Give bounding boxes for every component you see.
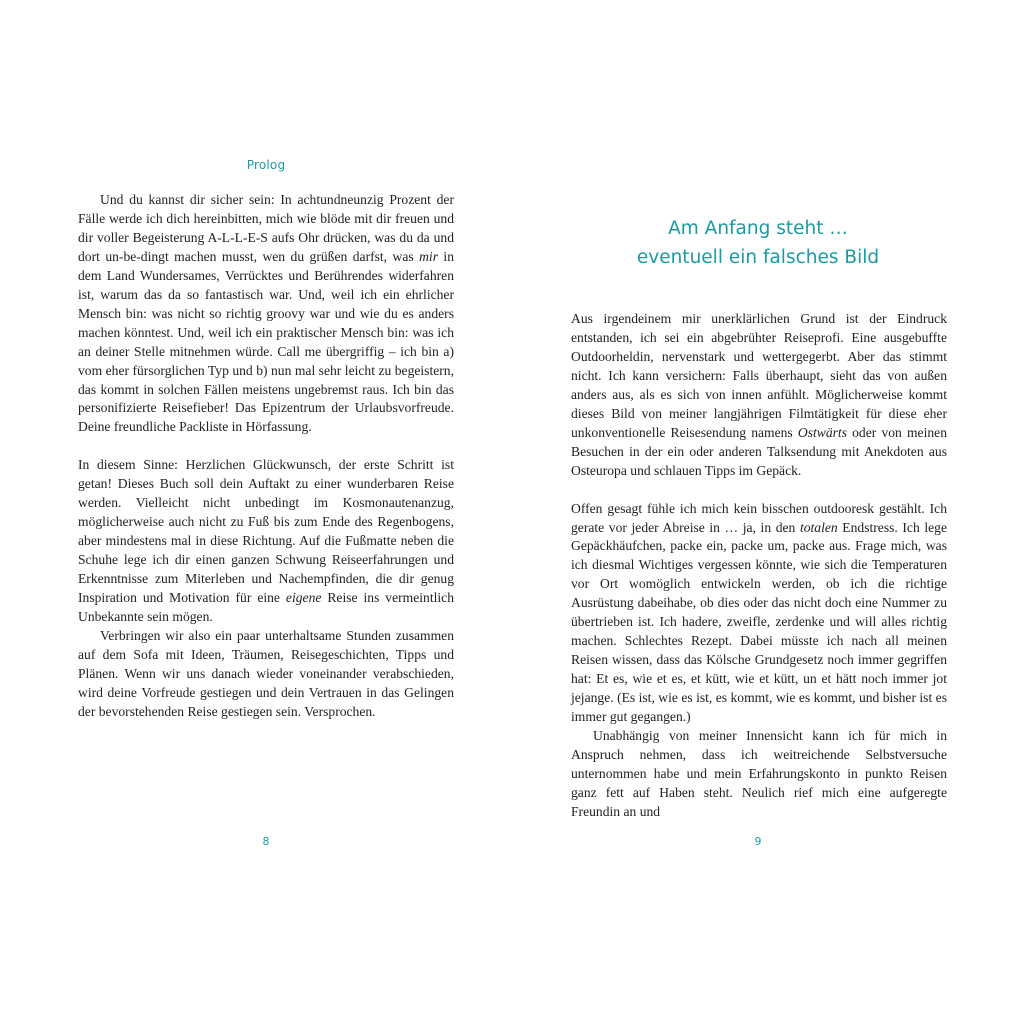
paragraph: Offen gesagt fühle ich mich kein bisschen outdooresk gestählt. Ich gerate vor jeder Abreise in … ja, in den totalen Endstress. Ich lege Gepäckhäufchen, packe ein, packe um, packe aus. Frage mich, was ich diesmal Wichtiges vergessen könnte, wie sich die Temperaturen vor Ort womöglich entwickeln werden, ob ich die richtige Ausrüstung dabeihabe, ob dies oder das nicht doch eine Nummer zu übertrieben ist. Ich hadere, zweifle, zerdenke und will alles richtig machen. Schlechtes Rezept. Dabei müsste ich nach all meinen Reisen wissen, dass das Kölsche Grundgesetz noch immer gegriffen hat: Et es, wie et es, et kütt, wie et kütt, un et hätt noch immer jot jejange. (Es ist, wie es ist, es kommt, wie es kommt, und bisher ist es immer gut gegangen.) bbox=[571, 500, 947, 725]
emphasis: totalen bbox=[799, 519, 838, 535]
emphasis: eigene bbox=[285, 590, 322, 606]
paragraph: In diesem Sinne: Herzlichen Glückwunsch, der erste Schritt ist getan! Dieses Buch soll dein Auftakt zu einer wunderbaren Reise werden. Vielleicht nicht unbedingt im Kosmonautenanzug, möglicherweise auch nicht zu Fuß bis zum Ende des Regenbogens, aber mindestens mal in diese Richtung. Auf die Fußmatte neben die Schuhe lege ich dir einen ganzen Schwung Reiseerfahrungen und Erkenntnisse zum Miterleben und Nachempfinden, die dir genug Inspiration und Motivation für eine eigene Reise ins vermeintlich Unbekannte sein mögen. bbox=[78, 457, 454, 625]
page-number: 9 bbox=[754, 835, 762, 848]
emphasis: mir bbox=[419, 248, 438, 264]
chapter-title bbox=[570, 214, 946, 272]
paragraph: Aus irgendeinem mir unerklärlichen Grund ist der Eindruck entstanden, ich sei ein abgebrühter Reiseprofi. Eine ausgebuffte Outdoorheldin, nervenstark und wettergegerbt. Aber das stimmt nicht. Ich kann versichern: Falls überhaupt, sieht das von außen anders aus, als es sich von innen anfühlt. Möglicherweise kommt dieses Bild von meiner langjährigen Filmtätigkeit für diese eher unkonventionelle Reisesendung namens Ostwärts oder von meinen Besuchen in der ein oder anderen Talksendung mit Anekdoten aus Osteuropa und schlauen Tipps im Gepäck. bbox=[571, 311, 947, 478]
left-body-text bbox=[78, 191, 454, 722]
running-head: Prolog bbox=[246, 158, 286, 172]
right-body-text bbox=[571, 310, 947, 822]
chapter-title-line: eventuell ein falsches Bild bbox=[636, 247, 880, 268]
paragraph: Und du kannst dir sicher sein: In achtundneunzig Prozent der Fälle werde ich dich hereinbitten, mich wie blöde mit dir freuen und dir voller Begeisterung A-L-L-E-S aufs Ohr drücken, was du da und dort un-be-dingt machen musst, wen du grüßen darfst, was mir in dem Land Wundersames, Verrücktes und Berührendes widerfahren ist, warum das da so fantastisch war. Und, weil ich ein ehrlicher Mensch bin: was nicht so richtig groovy war und wie du es anders machen könntest. Und, weil ich ein praktischer Mensch bin: was ich an deiner Stelle mitnehmen würde. Call me übergriffig – ich bin a) vom eher fürsorglichen Typ und b) nun mal sehr leicht zu begeistern, das kommt in solchen Fällen meistens ungebremst raus. Ich bin das personifizierte Reisefieber! Das Epizentrum der Urlaubsvorfreude. Deine freundliche Packliste in Hörfassung. bbox=[78, 192, 454, 435]
chapter-title-line: Am Anfang steht … bbox=[668, 218, 848, 239]
page-number: 8 bbox=[262, 835, 270, 848]
paragraph: Verbringen wir also ein paar unterhaltsame Stunden zusammen auf dem Sofa mit Ideen, Träumen, Reisegeschichten, Tipps und Plänen. Wenn wir uns danach wieder voneinander verabschieden, wird deine Vorfreude gestiegen und dein Vertrauen in das Gelingen der bevorstehenden Reise gestiegen sein. Versprochen. bbox=[78, 627, 454, 719]
right-page bbox=[512, 0, 1024, 1024]
emphasis: Ostwärts bbox=[797, 424, 847, 440]
paragraph: Unabhängig von meiner Innensicht kann ich für mich in Anspruch nehmen, dass ich weitreichende Selbstversuche unternommen habe und mein Erfahrungskonto in punkto Reisen ganz fett auf Haben steht. Neulich rief mich eine aufgeregte Freundin an und bbox=[571, 728, 947, 819]
